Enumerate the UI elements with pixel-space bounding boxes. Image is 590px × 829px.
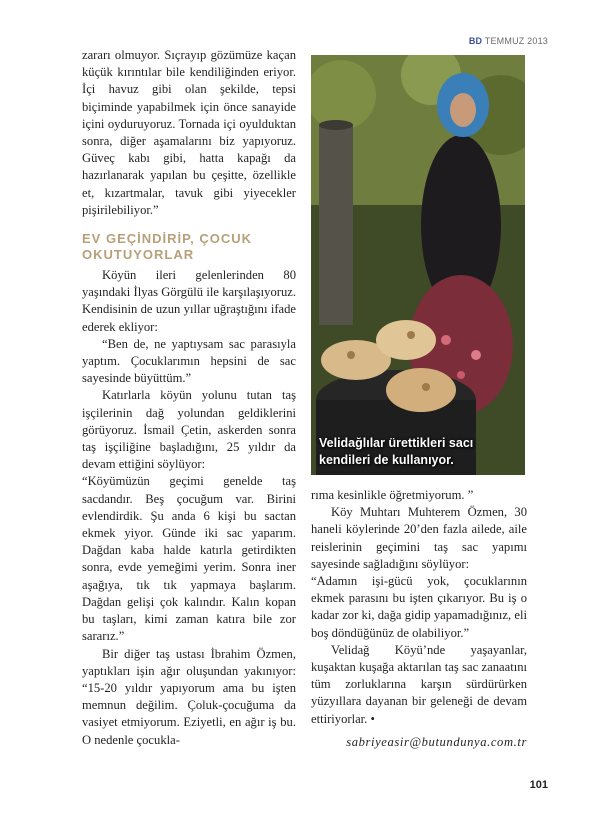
paragraph-closing: Velidağ Köyü’nde yaşayanlar, kuşaktan kuşağa aktarılan taş sac zanaatını tüm zorluklarına karşın sürdürürken yüzyıllara dayanan bir geleneği de devam ettiriyorlar. • [311,642,527,726]
page-header [469,36,548,46]
section-heading: EV GEÇİNDİRİP, ÇOCUK OKUTUYORLAR [82,231,253,263]
article-column-left [82,47,296,749]
quote-muhtar: “Adamın işi-gücü yok, çocuklarının ekmek parasını bu işten çıkarıyor. Bu iş o kadar zor ki, dağa gidip yapamadığınız, eli boş döndüğünüz de olabiliyor.” [311,574,527,640]
paragraph-ismail: Katırlarla köyün yolunu tutan taş işçilerinin dağ yolundan geldiklerini görüyoruz. İsmail Çetin, askerden sonra taş işçiliğine başladığını, 25 yıldır da devam ettiğini söylüyor: [82,388,296,472]
paragraph-ibrahim: Bir diğer taş ustası İbrahim Özmen, yaptıkları işin ağır oluşundan yakınıyor: “15-20 yıldır yapıyorum ama bu işten memnun değilim. Çoluk-çocuğuma da vasiyet etmiyorum. Eziyetli, en ağır iş bu. O nedenle çocukla- [82,646,296,747]
author-signature: sabriyeasir@butundunya.com.tr [346,734,527,749]
quote-ilyas: “Ben de, ne yaptıysam sac parasıyla yaptım. Çocuklarımın hepsini de sac sayesinde büyüttüm.” [82,336,296,386]
caption-line-1: Velidağlılar ürettikleri sacı [319,436,474,450]
photo-caption [319,435,473,469]
issue-date: TEMMUZ 2013 [484,36,548,46]
caption-line-2: kendileri de kullanıyor. [319,453,454,467]
paragraph-ilyas: Köyün ileri gelenlerinden 80 yaşındaki İlyas Görgülü ile karşılaşıyoruz. Kendisinin de uzun yıllar uğraştığını ifade ederek ekliyor: [82,268,296,334]
paragraph-continuation: rıma kesinlikle öğretmiyorum. ” [311,488,474,502]
photo-illustration [311,55,525,475]
article-column-right [311,487,527,751]
paragraph-intro: zararı olmuyor. Sıçrayıp gözümüze kaçan küçük kırıntılar bile kendiliğinden eriyor. İçi havuz gibi olan şekilde, tepsi biçiminde yapabilmek için önce sanayide içini oyduruyoruz. Tornada içi oyulduktan sonra, diğer aşamalarını biz yapıyoruz. Güveç kabı gibi, hatta kapağı da hazırlanarak yapılan bu çeşitte, özellikle et, kızartmalar, tavuk gibi yiyecekler pişirilebiliyor.” [82,48,296,217]
paragraph-muhtar: Köy Muhtarı Muhterem Özmen, 30 haneli köylerinde 20’den fazla ailede, aile reislerinin geçimini taş sac yapımı sayesinde sağladığını söylüyor: [311,505,527,571]
magazine-logo: BD [468,36,483,46]
quote-ismail: “Köyümüzün geçimi genelde taş sacdandır. Beş çocuğum var. Birini evlendirdik. Şu anda 6 kişi bu sactan ekmek yiyor. Günde iki sac yaparım. Dağdan kaba halde katırla getirdikten sonra, evde yemeğimi yerim. Sonra iner aşağıya, tık tık yapmaya başlarım. Dağdan gelişi çok kalındır. Kalın kopan bu taşları, kimi zaman katıra bile zor sararız.” [82,474,296,644]
page-number: 101 [529,779,548,791]
article-photo [311,55,525,475]
